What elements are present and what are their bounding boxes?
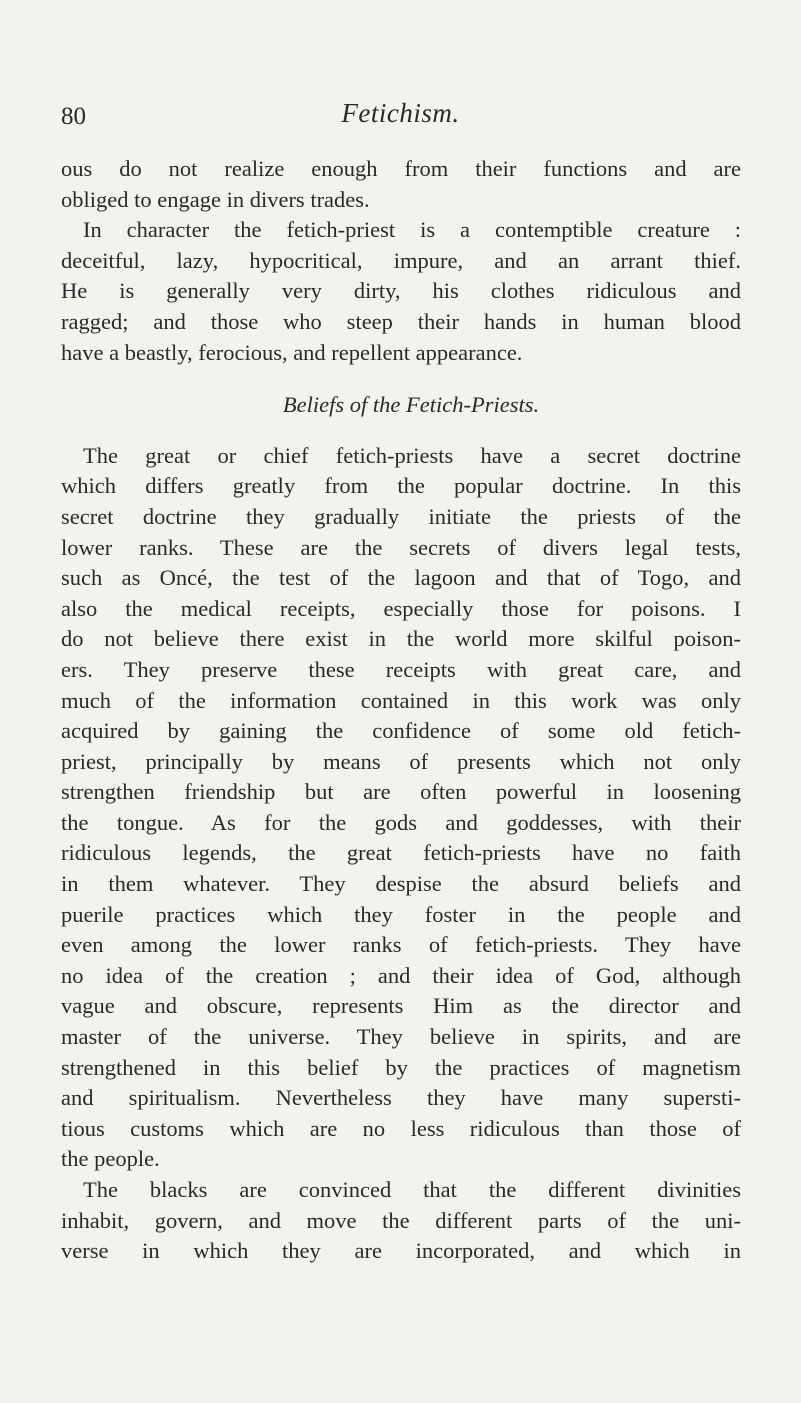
text-line: ous do not realize enough from their functions and are [61, 156, 741, 181]
text-line: The blacks are convinced that the different divinities [83, 1177, 741, 1202]
text-line: In character the fetich-priest is a contemptible creature : [83, 217, 741, 243]
text-line: even among the lower ranks of fetich-priests. They have [61, 932, 741, 958]
text-line: and spiritualism. Nevertheless they have many supersti- [61, 1085, 741, 1111]
text-line: ragged; and those who steep their hands in human blood [61, 308, 741, 334]
text-line: no idea of the creation ; and their idea of God, although [61, 962, 741, 988]
text-line: He is generally very dirty, his clothes ridiculous and [61, 278, 741, 304]
running-title: Fetichism. [341, 98, 460, 128]
text-line: vague and obscure, represents Him as the director and [61, 993, 741, 1019]
text-line: The great or chief fetich-priests have a secret doctrine [83, 442, 741, 468]
text-line: also the medical receipts, especially those for poisons. I [61, 595, 741, 621]
text-line: strengthened in this belief by the practices of magnetism [61, 1054, 741, 1080]
text-line: ers. They preserve these receipts with great care, and [61, 656, 741, 682]
text-line: deceitful, lazy, hypocritical, impure, and an arrant thief. [61, 247, 741, 273]
text-line: puerile practices which they foster in the people and [61, 901, 741, 927]
text-line: lower ranks. These are the secrets of divers legal tests, [61, 534, 741, 560]
text-line: in them whatever. They despise the absurd beliefs and [61, 871, 741, 897]
text-line: have a beastly, ferocious, and repellent appearance. [61, 339, 523, 365]
text-line: the people. [61, 1146, 160, 1172]
text-line: priest, principally by means of presents which not only [61, 748, 741, 774]
text-line: ridiculous legends, the great fetich-priests have no faith [61, 840, 741, 866]
text-line: master of the universe. They believe in spirits, and are [61, 1024, 741, 1050]
text-line: much of the information contained in this work was only [61, 687, 741, 713]
text-line: verse in which they are incorporated, and which in [61, 1238, 741, 1264]
text-line: secret doctrine they gradually initiate the priests of the [61, 503, 741, 529]
text-line: acquired by gaining the confidence of some old fetich- [61, 718, 741, 744]
text-line: strengthen friendship but are often powerful in loosening [61, 779, 741, 805]
text-line: such as Oncé, the test of the lagoon and that of Togo, and [61, 565, 741, 591]
text-line: do not believe there exist in the world more skilful poison- [61, 626, 741, 652]
text-line: inhabit, govern, and move the different parts of the uni- [61, 1207, 741, 1233]
text-line: tious customs which are no less ridiculous than those of [61, 1115, 741, 1141]
text-line: the tongue. As for the gods and goddesses, with their [61, 809, 741, 835]
page-number: 80 [61, 103, 86, 130]
text-line: obliged to engage in divers trades. [61, 186, 370, 212]
body-text [61, 154, 741, 1267]
section-heading: Beliefs of the Fetich-Priests. [282, 392, 540, 418]
text-line: which differs greatly from the popular doctrine. In this [61, 473, 741, 499]
